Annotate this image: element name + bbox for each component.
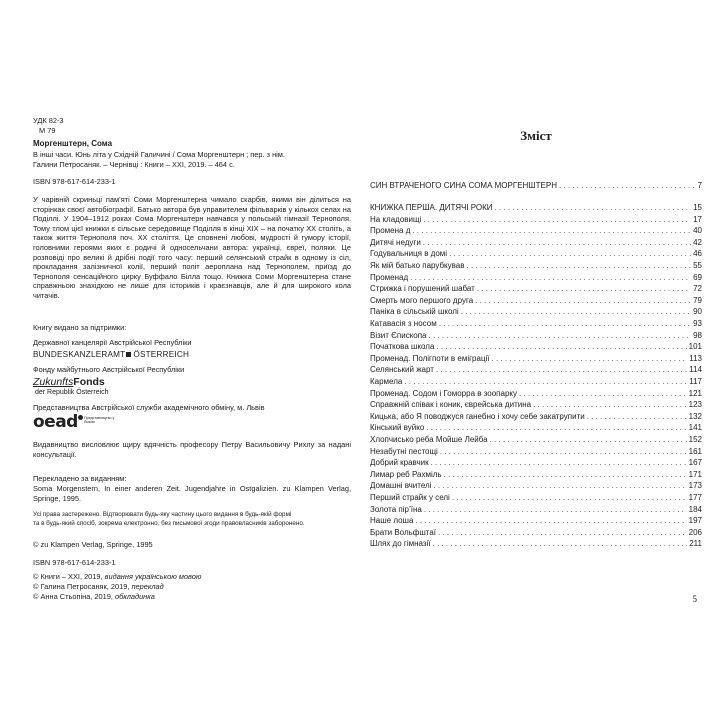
toc-entry-page: 93 [693, 319, 702, 328]
toc-entry-page: 17 [693, 214, 702, 224]
toc-entry-page: 72 [693, 284, 702, 294]
toc-entry-title: Брати Вольфштаї [370, 527, 437, 537]
copyright-publisher-role: видання українською мовою [104, 572, 202, 581]
toc-entry-title: Стрижка і порушений шабат [370, 284, 475, 294]
toc-leader-dots [475, 296, 691, 306]
original-edition: Soma Morgenstern, In einer anderen Zeit. Jugendjahre in Ostgalizien. zu Klampen Verlag, Springe, 1995. [33, 484, 351, 503]
toc-entry [370, 505, 702, 515]
toc-entry-page: 90 [693, 307, 702, 317]
toc-leader-dots [587, 412, 687, 422]
toc-leader-dots [467, 261, 692, 271]
toc-entry-page: 206 [688, 527, 702, 537]
right-page [360, 0, 720, 720]
toc-entry [370, 203, 702, 213]
toc-entry [370, 423, 702, 433]
copyright-publisher-holder: © Книги – ХХІ, 2019, [33, 572, 103, 581]
bundeskanzleramt-logo-text: BUNDESKANZLERAMT [33, 350, 126, 359]
toc-entry [370, 389, 702, 399]
toc-entry-title: Кінський вуйко [370, 423, 425, 433]
toc-entry-page: 161 [688, 446, 702, 456]
toc-entry-title: Шлях до гімназії [370, 539, 431, 549]
toc-leader-dots [415, 516, 686, 526]
toc-leader-dots [533, 400, 687, 410]
toc-entry [370, 261, 702, 271]
toc-entry-page: 55 [693, 261, 702, 270]
toc-entry-page: 69 [693, 272, 702, 282]
toc-entry-title: Променад. Содом і Гоморра в зоопарку [370, 388, 518, 398]
toc-entry [370, 226, 702, 236]
toc-entry-page: 173 [688, 481, 702, 491]
toc-entry-title: Катавасія з носом [370, 319, 437, 328]
toc-entry-page: 141 [688, 423, 702, 433]
toc-entry-title: Візит Єпископа [370, 330, 427, 340]
toc-entry-title: Справжній співак і коник, єврейська дитина [370, 400, 532, 410]
toc-entry-title: Домашні вчителі [370, 481, 432, 491]
toc-entry-title: Незабутні пестощі [370, 446, 438, 456]
bbk-code: М 79 [39, 126, 56, 135]
catalog-line-2: Галини Петросаняк. – Чернівці : Книги – ХХІ, 2019. – 464 с. [33, 160, 235, 169]
toc-entry-page: 167 [688, 458, 702, 468]
rights-line-1: Усі права застережено. Відтворювати будь-яку частину цього видання в будь-якій формі [33, 511, 292, 518]
toc-entry [370, 273, 702, 283]
zukunfts-wordmark: Zukunfts [33, 376, 74, 388]
copyright-cover [33, 592, 155, 602]
toc-entry [370, 447, 702, 457]
toc-entry-page: 211 [689, 539, 702, 549]
oead-logo-subtitle: Представництво у Львові [84, 416, 115, 425]
toc-entry-page: 121 [688, 388, 702, 398]
toc-entry [370, 181, 702, 191]
sponsor-chancellery: Державної канцелярії Австрійської Республіки [33, 338, 192, 347]
toc-entry-title: Добрий кравчик [370, 458, 429, 468]
toc-leader-dots [436, 342, 686, 352]
toc-entry [370, 412, 702, 422]
copyright-cover-role: обкладинка [114, 592, 155, 601]
toc-entry [370, 296, 702, 306]
toc-entry [370, 331, 702, 341]
bundeskanzleramt-logo [33, 350, 189, 359]
toc-leader-dots [404, 377, 687, 387]
toc-leader-dots [429, 331, 692, 341]
toc-entry-page: 132 [688, 411, 702, 421]
page-number: 5 [692, 594, 697, 604]
oead-wordmark: oead [33, 412, 78, 432]
toc-entry-page: 184 [688, 504, 702, 514]
toc-entry-title: Лимар реб Рахміль [370, 469, 442, 479]
toc-entry-page: 117 [689, 377, 702, 386]
oead-logo [33, 412, 115, 432]
toc-entry-title: Селянський жарт [370, 365, 434, 375]
toc-entry [370, 400, 702, 410]
toc-entry [370, 516, 702, 526]
toc-entry-title: Променад. Полігпоти в еміграції [370, 353, 490, 363]
toc-leader-dots [559, 181, 696, 191]
toc-entry [370, 470, 702, 480]
toc-entry-title: Дитячі недуги [370, 237, 421, 247]
copyright-original: © zu Klampen Verlag, Springe, 1995 [33, 540, 153, 549]
toc-leader-dots [461, 307, 691, 317]
toc-entry-page: 42 [693, 237, 702, 247]
toc-entry-page: 171 [688, 469, 702, 479]
toc-entry-title: Променад [370, 272, 409, 282]
toc-entry-title: КНИЖКА ПЕРША. ДИТЯЧІ РОКИ [370, 203, 493, 212]
toc-leader-dots [449, 249, 691, 259]
copyright-publisher [33, 572, 201, 582]
toc-leader-dots [477, 284, 691, 294]
toc-leader-dots [433, 539, 688, 549]
toc-entry-title: Кицька, або Я поводжуся ганебно і хочу себе закатрупити [370, 411, 585, 421]
toc-entry [370, 539, 702, 549]
toc-entry-page: 177 [688, 493, 702, 502]
toc-leader-dots [444, 470, 687, 480]
support-intro: Книгу видано за підтримки: [33, 323, 127, 332]
toc-entry-page: 197 [688, 516, 702, 526]
toc-entry-title: Золота пір’їна [370, 504, 422, 514]
toc-leader-dots [433, 481, 686, 491]
isbn-top: ISBN 978-617-614-233-1 [33, 177, 116, 186]
toc-heading: Зміст [520, 128, 552, 143]
translated-from-label: Перекладено за виданням: [33, 474, 127, 483]
copyright-translator-holder: © Галина Петросаняк, 2019, [33, 582, 130, 591]
toc-leader-dots [431, 458, 687, 468]
toc-leader-dots [424, 505, 687, 515]
rights-line-2: та в будь-який спосіб, зокрема електронно, без письмової згоди правовласників заборонено. [33, 520, 305, 527]
toc-entry [370, 458, 702, 468]
toc-entry [370, 342, 702, 352]
udk-code: УДК 82-3 [33, 116, 64, 125]
toc-entry-title: Кармела [370, 377, 403, 386]
toc-leader-dots [490, 435, 687, 445]
zukunftsfonds-subtitle: der Republik Österreich [35, 389, 109, 396]
toc-entry-title: Перший страйк у селі [370, 493, 450, 502]
isbn-bottom: ISBN 978-617-614-233-1 [33, 558, 116, 567]
toc-leader-dots [410, 273, 691, 283]
toc-leader-dots [423, 215, 691, 225]
toc-entry-title: Наше лоша [370, 516, 414, 526]
toc-entry [370, 377, 702, 387]
toc-entry-page: 113 [689, 353, 702, 363]
toc-entry [370, 319, 702, 329]
toc-entry-title: Годувальниця в домі [370, 249, 448, 259]
toc-entry-page: 40 [693, 226, 702, 236]
toc-entry [370, 238, 702, 248]
toc-entry [370, 365, 702, 375]
toc-leader-dots [495, 203, 692, 213]
toc-entry [370, 215, 702, 225]
toc-entry [370, 307, 702, 317]
catalog-line-1: В інші часи. Юнь літа у Східній Галичині / Сома Моргенштерн ; пер. з нім. [33, 150, 285, 159]
copyright-translator-role: переклад [131, 582, 164, 591]
sponsor-future-fund: Фонду майбутнього Австрійської Республіки [33, 365, 185, 374]
toc-entry-page: 123 [688, 400, 702, 410]
toc-leader-dots [519, 389, 687, 399]
acknowledgement: Видавництво висловлює щиру вдячність професору Петру Васильовичу Рихлу за надані консультації. [33, 440, 351, 459]
toc-entry-title: Промена д [370, 226, 411, 236]
toc-leader-dots [423, 238, 691, 248]
toc-leader-dots [436, 365, 687, 375]
sponsor-oead: Представництва Австрійської служби академічного обміну, м. Львів [33, 403, 265, 412]
toc-entry-title: Хлопчисько реба Мойше Лейба [370, 435, 488, 444]
toc-entry [370, 528, 702, 538]
toc-leader-dots [452, 493, 687, 503]
toc-entry-page: 152 [688, 435, 702, 444]
toc-entry-title: СИН ВТРАЧЕНОГО СИНА СОМА МОРГЕНШТЕРН [370, 181, 557, 190]
author-heading: Моргенштерн, Сома [33, 139, 113, 148]
toc-entry-page: 79 [693, 295, 702, 305]
toc-leader-dots [426, 423, 686, 433]
toc-entry-page: 101 [688, 342, 702, 352]
toc-leader-dots [439, 319, 691, 329]
toc-leader-dots [492, 354, 688, 364]
osterreich-logo-text: ÖSTERREICH [133, 350, 190, 359]
toc-entry [370, 481, 702, 491]
toc-leader-dots [440, 447, 687, 457]
toc-entry-page: 7 [697, 181, 702, 190]
toc-entry-page: 98 [693, 330, 702, 340]
toc-entry-title: Як мій батько парубкував [370, 261, 465, 270]
annotation: У чарівній скриньці пам’яті Соми Моргенштерна чимало скарбів, якими він ділиться на сторінках своєї автобіографії. Батько автора був управителем фільварків у кількох селах на Поділлі. У 1904–1912 роках Сома Моргенштерн навчався у польській гімназії Тернополя. Тому тлом цієї книжки є сільське середовище Поділля в кінці ХІХ – на початку ХХ століть, а також життя Тернополя поч. ХХ століття. Це сповнені любові, мудрості й гумору історії, головними героями яких є родичі й односельчани автора: українці, євреї, поляки. Це розповіді про великі й дрібні події того часу: перший селянський страйк в одному із сіл, прокладання залізничної колії, перший політ аероплана над Тернополем, приїзд до Тернополя сенсаційного цирку Буффало Білла тощо. Книжка Соми Моргенштерна стане справжньою знахідкою не лише для істориків і краєзнавців, але й для широкого кола читачів. [33, 195, 351, 300]
toc-entry-page: 15 [693, 203, 702, 212]
toc-entry-page: 114 [689, 365, 702, 375]
toc-entry [370, 249, 702, 259]
toc-entry-title: На кладовищі [370, 214, 422, 224]
toc-entry-title: Паніка в сільській школі [370, 307, 459, 317]
toc-entry [370, 354, 702, 364]
toc-entry-title: Смерть мого першого друга [370, 295, 474, 305]
toc-entry-page: 46 [693, 249, 702, 259]
toc-leader-dots [438, 528, 687, 538]
toc-entry [370, 435, 702, 445]
copyright-cover-holder: © Анна Стьопіна, 2019, [33, 592, 113, 601]
toc-entry [370, 493, 702, 503]
fonds-wordmark: Fonds [73, 376, 105, 388]
toc-entry [370, 284, 702, 294]
zukunftsfonds-logo [33, 376, 109, 397]
toc-entry-title: Початкова школа [370, 342, 435, 352]
copyright-translator [33, 582, 164, 592]
toc-leader-dots [412, 226, 691, 236]
